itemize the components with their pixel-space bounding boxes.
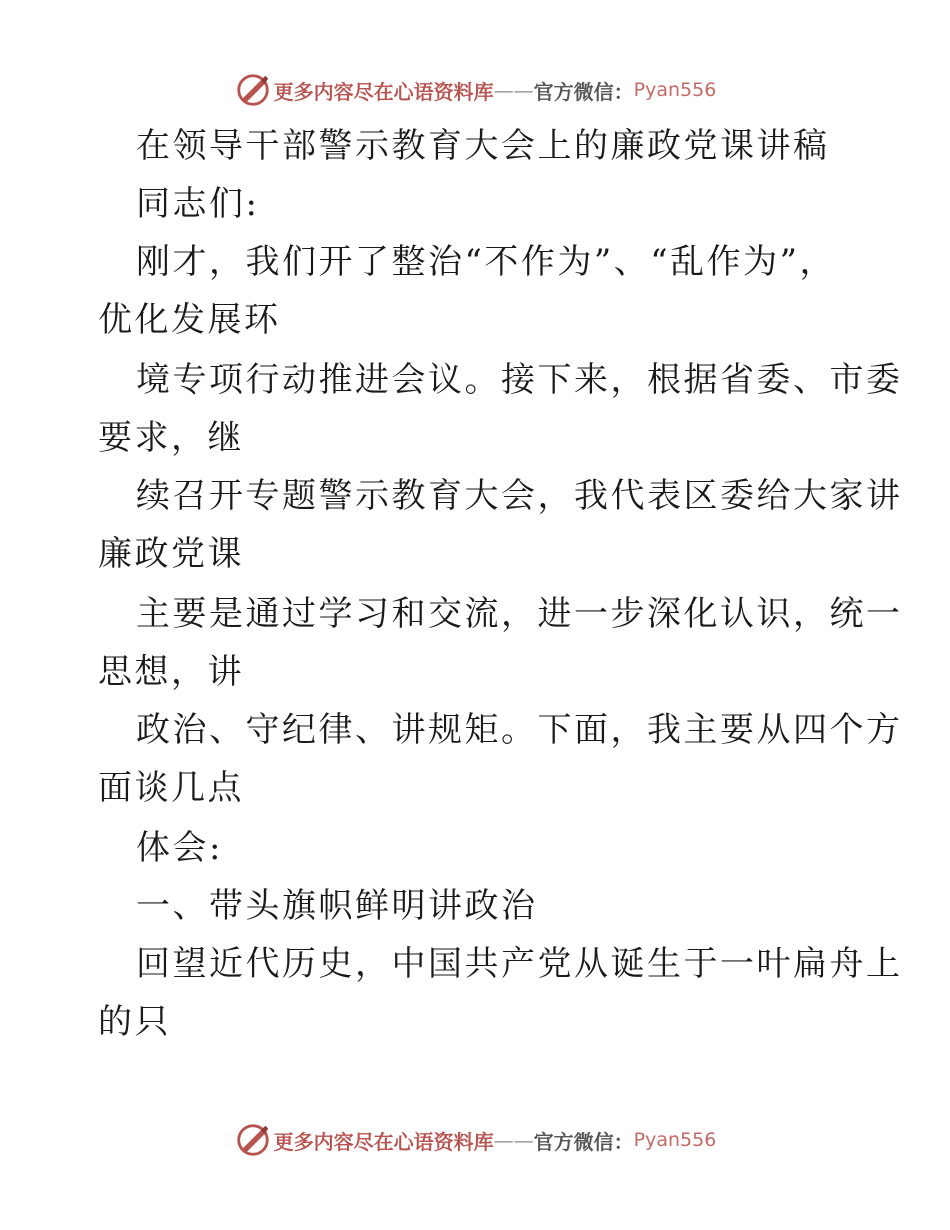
doc-line: 廉政党课 xyxy=(98,534,244,574)
doc-title: 在领导干部警示教育大会上的廉政党课讲稿 xyxy=(136,126,830,166)
watermark-footer xyxy=(0,1118,950,1162)
doc-line: 回望近代历史，中国共产党从诞生于一叶扁舟上 xyxy=(136,944,903,984)
watermark-dash: —— xyxy=(493,78,534,102)
doc-line: 同志们: xyxy=(136,184,260,224)
watermark-wechat-label: 官方微信： xyxy=(533,79,634,104)
doc-line: 要求，继 xyxy=(98,418,244,458)
doc-line: 思想，讲 xyxy=(98,652,244,692)
watermark-wechat-id: Pyan556 xyxy=(633,79,717,101)
doc-line: 体会: xyxy=(136,828,223,868)
watermark-dash: —— xyxy=(493,1128,534,1152)
watermark-wechat-id: Pyan556 xyxy=(633,1129,717,1151)
watermark-site-text: 更多内容尽在心语资料库 xyxy=(273,79,494,104)
pen-circle-logo-icon xyxy=(234,71,272,109)
watermark-site-text: 更多内容尽在心语资料库 xyxy=(273,1129,494,1154)
doc-line: 境专项行动推进会议。接下来，根据省委、市委 xyxy=(136,360,903,400)
watermark-header xyxy=(0,68,950,112)
doc-line: 政治、守纪律、讲规矩。下面，我主要从四个方 xyxy=(136,710,903,750)
doc-line: 刚才，我们开了整治“不作为”、“乱作为”， xyxy=(136,242,837,282)
doc-line: 续召开专题警示教育大会，我代表区委给大家讲 xyxy=(136,476,903,516)
doc-line: 优化发展环 xyxy=(98,300,281,340)
watermark-wechat-label: 官方微信： xyxy=(533,1129,634,1154)
doc-line: 面谈几点 xyxy=(98,768,244,808)
pen-circle-logo-icon xyxy=(234,1121,272,1159)
doc-line: 主要是通过学习和交流，进一步深化认识，统一 xyxy=(136,594,903,634)
doc-heading: 一、带头旗帜鲜明讲政治 xyxy=(136,886,538,926)
doc-line: 的只 xyxy=(98,1002,171,1042)
